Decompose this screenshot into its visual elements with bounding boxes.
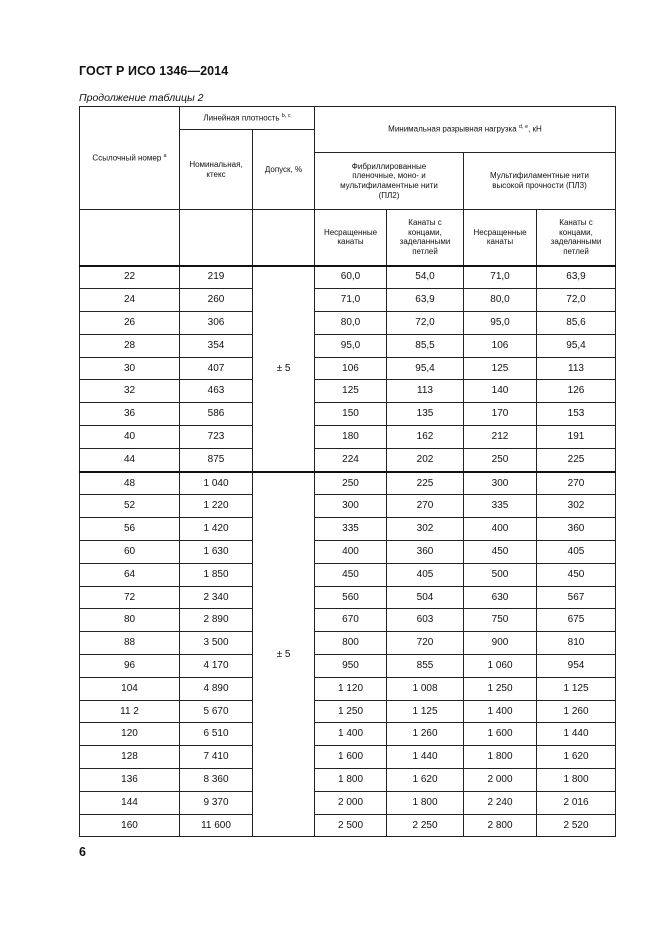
- cell-ref-number: 52: [80, 495, 180, 518]
- cell-pl3-spliced: 85,6: [537, 312, 616, 335]
- cell-pl3-unspliced: 212: [464, 426, 537, 449]
- cell-pl3-spliced: 153: [537, 403, 616, 426]
- cell-ref-number: 48: [80, 472, 180, 495]
- cell-pl3-unspliced: 1 600: [464, 723, 537, 746]
- cell-pl3-spliced: 567: [537, 586, 616, 609]
- cell-nominal: 463: [180, 380, 253, 403]
- table-row: [80, 495, 616, 518]
- header-pl3-unspliced: Несращенные канаты: [464, 210, 537, 266]
- cell-nominal: 354: [180, 334, 253, 357]
- cell-ref-number: 22: [80, 266, 180, 289]
- cell-pl3-spliced: 2 016: [537, 791, 616, 814]
- cell-ref-number: 160: [80, 814, 180, 837]
- table-row: [80, 472, 616, 495]
- cell-pl3-spliced: 810: [537, 632, 616, 655]
- cell-pl2-unspliced: 2 000: [315, 791, 387, 814]
- table-body: [80, 266, 616, 837]
- cell-pl2-spliced: 135: [387, 403, 464, 426]
- cell-pl2-spliced: 1 440: [387, 746, 464, 769]
- cell-nominal: 9 370: [180, 791, 253, 814]
- cell-pl2-spliced: 855: [387, 655, 464, 678]
- cell-pl2-spliced: 72,0: [387, 312, 464, 335]
- cell-pl3-unspliced: 170: [464, 403, 537, 426]
- cell-ref-number: 26: [80, 312, 180, 335]
- cell-ref-number: 120: [80, 723, 180, 746]
- cell-pl3-spliced: 450: [537, 563, 616, 586]
- table-row: [80, 700, 616, 723]
- table-row: [80, 586, 616, 609]
- table-header: [80, 107, 616, 266]
- cell-pl3-unspliced: 300: [464, 472, 537, 495]
- cell-pl2-spliced: 113: [387, 380, 464, 403]
- cell-nominal: 7 410: [180, 746, 253, 769]
- document-title: ГОСТ Р ИСО 1346—2014: [79, 64, 229, 78]
- table-row: [80, 769, 616, 792]
- header-tolerance: Допуск, %: [253, 130, 315, 210]
- cell-pl2-unspliced: 800: [315, 632, 387, 655]
- page-number: 6: [79, 845, 86, 859]
- table-row: [80, 448, 616, 471]
- cell-pl2-unspliced: 670: [315, 609, 387, 632]
- cell-pl2-unspliced: 125: [315, 380, 387, 403]
- cell-pl3-spliced: 225: [537, 448, 616, 471]
- cell-ref-number: 36: [80, 403, 180, 426]
- cell-pl2-unspliced: 80,0: [315, 312, 387, 335]
- cell-pl2-spliced: 270: [387, 495, 464, 518]
- cell-pl3-spliced: 113: [537, 357, 616, 380]
- cell-ref-number: 88: [80, 632, 180, 655]
- cell-pl2-spliced: 1 125: [387, 700, 464, 723]
- cell-pl3-unspliced: 250: [464, 448, 537, 471]
- cell-pl2-spliced: 720: [387, 632, 464, 655]
- cell-nominal: 4 170: [180, 655, 253, 678]
- cell-pl2-spliced: 1 800: [387, 791, 464, 814]
- table-row: [80, 609, 616, 632]
- cell-ref-number: 44: [80, 448, 180, 471]
- table-row: [80, 791, 616, 814]
- cell-pl2-spliced: 162: [387, 426, 464, 449]
- cell-pl2-spliced: 302: [387, 518, 464, 541]
- table-caption: Продолжение таблицы 2: [79, 92, 204, 104]
- table-row: [80, 334, 616, 357]
- cell-pl2-unspliced: 1 400: [315, 723, 387, 746]
- cell-pl3-unspliced: 450: [464, 541, 537, 564]
- header-nominal: Номинальная, ктекс: [180, 130, 253, 210]
- cell-pl2-unspliced: 150: [315, 403, 387, 426]
- table-row: [80, 380, 616, 403]
- cell-ref-number: 104: [80, 677, 180, 700]
- table-row: [80, 563, 616, 586]
- table-row: [80, 357, 616, 380]
- cell-pl3-unspliced: 335: [464, 495, 537, 518]
- cell-ref-number: 40: [80, 426, 180, 449]
- cell-pl3-spliced: 270: [537, 472, 616, 495]
- cell-pl2-spliced: 95,4: [387, 357, 464, 380]
- cell-pl2-unspliced: 1 800: [315, 769, 387, 792]
- cell-pl2-spliced: 504: [387, 586, 464, 609]
- cell-nominal: 1 630: [180, 541, 253, 564]
- cell-pl3-unspliced: 2 000: [464, 769, 537, 792]
- cell-pl3-spliced: 191: [537, 426, 616, 449]
- cell-pl2-unspliced: 60,0: [315, 266, 387, 289]
- cell-ref-number: 144: [80, 791, 180, 814]
- cell-nominal: 219: [180, 266, 253, 289]
- cell-ref-number: 56: [80, 518, 180, 541]
- cell-pl3-unspliced: 1 400: [464, 700, 537, 723]
- cell-ref-number: 96: [80, 655, 180, 678]
- cell-pl2-unspliced: 250: [315, 472, 387, 495]
- cell-pl2-unspliced: 1 250: [315, 700, 387, 723]
- cell-pl3-unspliced: 750: [464, 609, 537, 632]
- cell-nominal: 1 420: [180, 518, 253, 541]
- table-row: [80, 312, 616, 335]
- cell-pl2-unspliced: 224: [315, 448, 387, 471]
- table-row: [80, 677, 616, 700]
- cell-pl3-unspliced: 900: [464, 632, 537, 655]
- cell-pl3-unspliced: 1 060: [464, 655, 537, 678]
- table-row: [80, 266, 616, 289]
- cell-pl2-spliced: 405: [387, 563, 464, 586]
- cell-pl2-spliced: 54,0: [387, 266, 464, 289]
- cell-pl2-unspliced: 95,0: [315, 334, 387, 357]
- cell-pl3-unspliced: 80,0: [464, 289, 537, 312]
- cell-nominal: 407: [180, 357, 253, 380]
- cell-pl3-spliced: 63,9: [537, 266, 616, 289]
- cell-pl2-unspliced: 180: [315, 426, 387, 449]
- cell-pl3-unspliced: 500: [464, 563, 537, 586]
- cell-nominal: 1 040: [180, 472, 253, 495]
- cell-pl2-unspliced: 450: [315, 563, 387, 586]
- cell-pl3-spliced: 126: [537, 380, 616, 403]
- cell-nominal: 2 890: [180, 609, 253, 632]
- cell-pl2-spliced: 1 260: [387, 723, 464, 746]
- cell-pl2-unspliced: 335: [315, 518, 387, 541]
- cell-pl3-unspliced: 2 800: [464, 814, 537, 837]
- table-row: [80, 426, 616, 449]
- cell-pl3-unspliced: 125: [464, 357, 537, 380]
- cell-ref-number: 72: [80, 586, 180, 609]
- cell-pl3-unspliced: 2 240: [464, 791, 537, 814]
- cell-pl2-spliced: 85,5: [387, 334, 464, 357]
- cell-pl3-spliced: 1 800: [537, 769, 616, 792]
- cell-pl2-spliced: 225: [387, 472, 464, 495]
- cell-tolerance: ± 5: [253, 266, 315, 472]
- cell-pl3-spliced: 1 125: [537, 677, 616, 700]
- table-row: [80, 632, 616, 655]
- table-row: [80, 723, 616, 746]
- cell-pl3-spliced: 302: [537, 495, 616, 518]
- cell-pl2-spliced: 1 620: [387, 769, 464, 792]
- cell-pl2-unspliced: 560: [315, 586, 387, 609]
- header-empty-ref: [80, 210, 180, 266]
- cell-pl2-unspliced: 2 500: [315, 814, 387, 837]
- cell-tolerance: ± 5: [253, 472, 315, 837]
- cell-ref-number: 136: [80, 769, 180, 792]
- cell-pl2-spliced: 1 008: [387, 677, 464, 700]
- cell-pl3-spliced: 405: [537, 541, 616, 564]
- table-row: [80, 814, 616, 837]
- cell-pl3-unspliced: 140: [464, 380, 537, 403]
- cell-pl2-unspliced: 1 120: [315, 677, 387, 700]
- cell-pl3-unspliced: 630: [464, 586, 537, 609]
- cell-pl2-unspliced: 1 600: [315, 746, 387, 769]
- cell-pl2-unspliced: 71,0: [315, 289, 387, 312]
- table-row: [80, 746, 616, 769]
- cell-pl2-spliced: 2 250: [387, 814, 464, 837]
- table-row: [80, 403, 616, 426]
- cell-pl2-unspliced: 106: [315, 357, 387, 380]
- cell-pl2-unspliced: 400: [315, 541, 387, 564]
- cell-nominal: 2 340: [180, 586, 253, 609]
- cell-nominal: 1 220: [180, 495, 253, 518]
- header-pl3-spliced: Канаты с концами, заделанными петлей: [537, 210, 616, 266]
- cell-ref-number: 28: [80, 334, 180, 357]
- cell-pl3-spliced: 1 260: [537, 700, 616, 723]
- header-empty-nominal: [180, 210, 253, 266]
- cell-ref-number: 64: [80, 563, 180, 586]
- header-pl2: Фибриллированные пленочные, моно- и мультифиламентные нити (ПЛ2): [315, 153, 464, 210]
- cell-pl3-unspliced: 1 800: [464, 746, 537, 769]
- cell-nominal: 875: [180, 448, 253, 471]
- cell-nominal: 11 600: [180, 814, 253, 837]
- cell-ref-number: 128: [80, 746, 180, 769]
- data-table: [79, 106, 616, 837]
- cell-pl3-spliced: 2 520: [537, 814, 616, 837]
- cell-pl3-spliced: 1 620: [537, 746, 616, 769]
- cell-nominal: 6 510: [180, 723, 253, 746]
- table-row: [80, 518, 616, 541]
- cell-nominal: 8 360: [180, 769, 253, 792]
- cell-pl3-spliced: 1 440: [537, 723, 616, 746]
- cell-nominal: 586: [180, 403, 253, 426]
- header-pl2-spliced: Канаты с концами, заделанными петлей: [387, 210, 464, 266]
- cell-ref-number: 30: [80, 357, 180, 380]
- cell-pl3-unspliced: 106: [464, 334, 537, 357]
- cell-pl3-spliced: 95,4: [537, 334, 616, 357]
- cell-pl3-unspliced: 71,0: [464, 266, 537, 289]
- header-pl2-unspliced: Несращенные канаты: [315, 210, 387, 266]
- cell-pl2-unspliced: 300: [315, 495, 387, 518]
- cell-ref-number: 80: [80, 609, 180, 632]
- cell-pl3-spliced: 675: [537, 609, 616, 632]
- cell-pl2-spliced: 63,9: [387, 289, 464, 312]
- cell-pl2-spliced: 603: [387, 609, 464, 632]
- cell-ref-number: 11 2: [80, 700, 180, 723]
- table-row: [80, 289, 616, 312]
- header-ref-number: Ссылочный номер $^a$: [80, 107, 180, 210]
- cell-ref-number: 60: [80, 541, 180, 564]
- cell-pl3-spliced: 72,0: [537, 289, 616, 312]
- header-linear-density: Линейная плотность $^{b, c}$: [180, 107, 315, 130]
- header-pl3: Мультифиламентные нити высокой прочности (ПЛ3): [464, 153, 616, 210]
- cell-ref-number: 32: [80, 380, 180, 403]
- table-row: [80, 655, 616, 678]
- cell-ref-number: 24: [80, 289, 180, 312]
- cell-pl3-spliced: 954: [537, 655, 616, 678]
- cell-nominal: 306: [180, 312, 253, 335]
- cell-nominal: 5 670: [180, 700, 253, 723]
- header-min-load: Минимальная разрывная нагрузка $^{d, e}$, кН: [315, 107, 616, 153]
- cell-nominal: 260: [180, 289, 253, 312]
- cell-pl2-spliced: 202: [387, 448, 464, 471]
- cell-nominal: 1 850: [180, 563, 253, 586]
- cell-pl3-spliced: 360: [537, 518, 616, 541]
- header-empty-tolerance: [253, 210, 315, 266]
- cell-pl2-unspliced: 950: [315, 655, 387, 678]
- cell-pl3-unspliced: 95,0: [464, 312, 537, 335]
- cell-pl2-spliced: 360: [387, 541, 464, 564]
- cell-nominal: 4 890: [180, 677, 253, 700]
- cell-pl3-unspliced: 400: [464, 518, 537, 541]
- cell-nominal: 723: [180, 426, 253, 449]
- table-row: [80, 541, 616, 564]
- cell-nominal: 3 500: [180, 632, 253, 655]
- cell-pl3-unspliced: 1 250: [464, 677, 537, 700]
